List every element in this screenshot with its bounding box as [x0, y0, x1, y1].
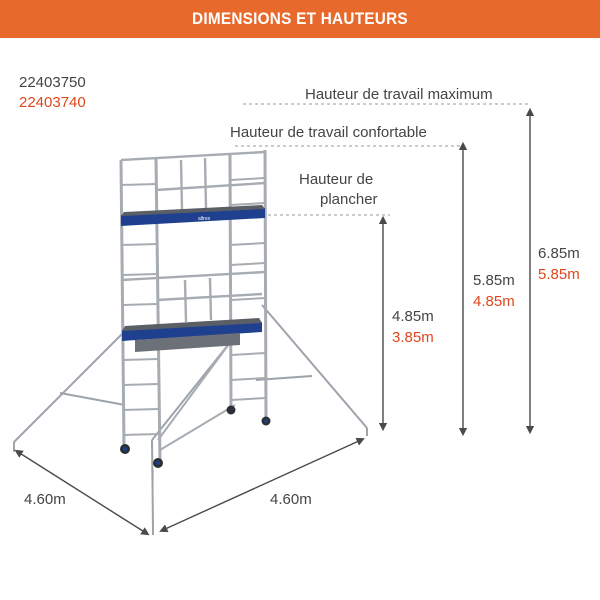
base-width-left-label: 4.60m — [24, 491, 66, 508]
upper-deck — [121, 205, 265, 226]
reference-1: 22403750 — [19, 74, 86, 91]
floor-height-label-line2: plancher — [320, 191, 378, 208]
caster-wheels — [120, 406, 271, 469]
svg-text:altrex: altrex — [198, 216, 211, 222]
lower-deck — [122, 318, 262, 352]
base-width-right-label: 4.60m — [270, 491, 312, 508]
scaffold-tower — [121, 150, 266, 462]
base-right-arrow — [163, 440, 361, 530]
max-height-value-2: 5.85m — [538, 266, 580, 283]
comfort-working-height-label: Hauteur de travail confortable — [230, 124, 427, 141]
floor-height-label-line1: Hauteur de — [299, 171, 374, 188]
max-working-height-label: Hauteur de travail maximum — [305, 86, 493, 103]
comfort-height-value-2: 4.85m — [473, 293, 515, 310]
floor-height-value-2: 3.85m — [392, 329, 434, 346]
comfort-height-value-1: 5.85m — [473, 272, 515, 289]
floor-height-value-1: 4.85m — [392, 308, 434, 325]
max-height-value-1: 6.85m — [538, 245, 580, 262]
header-title: DIMENSIONS ET HAUTEURS — [192, 9, 408, 28]
reference-2: 22403740 — [19, 94, 86, 111]
